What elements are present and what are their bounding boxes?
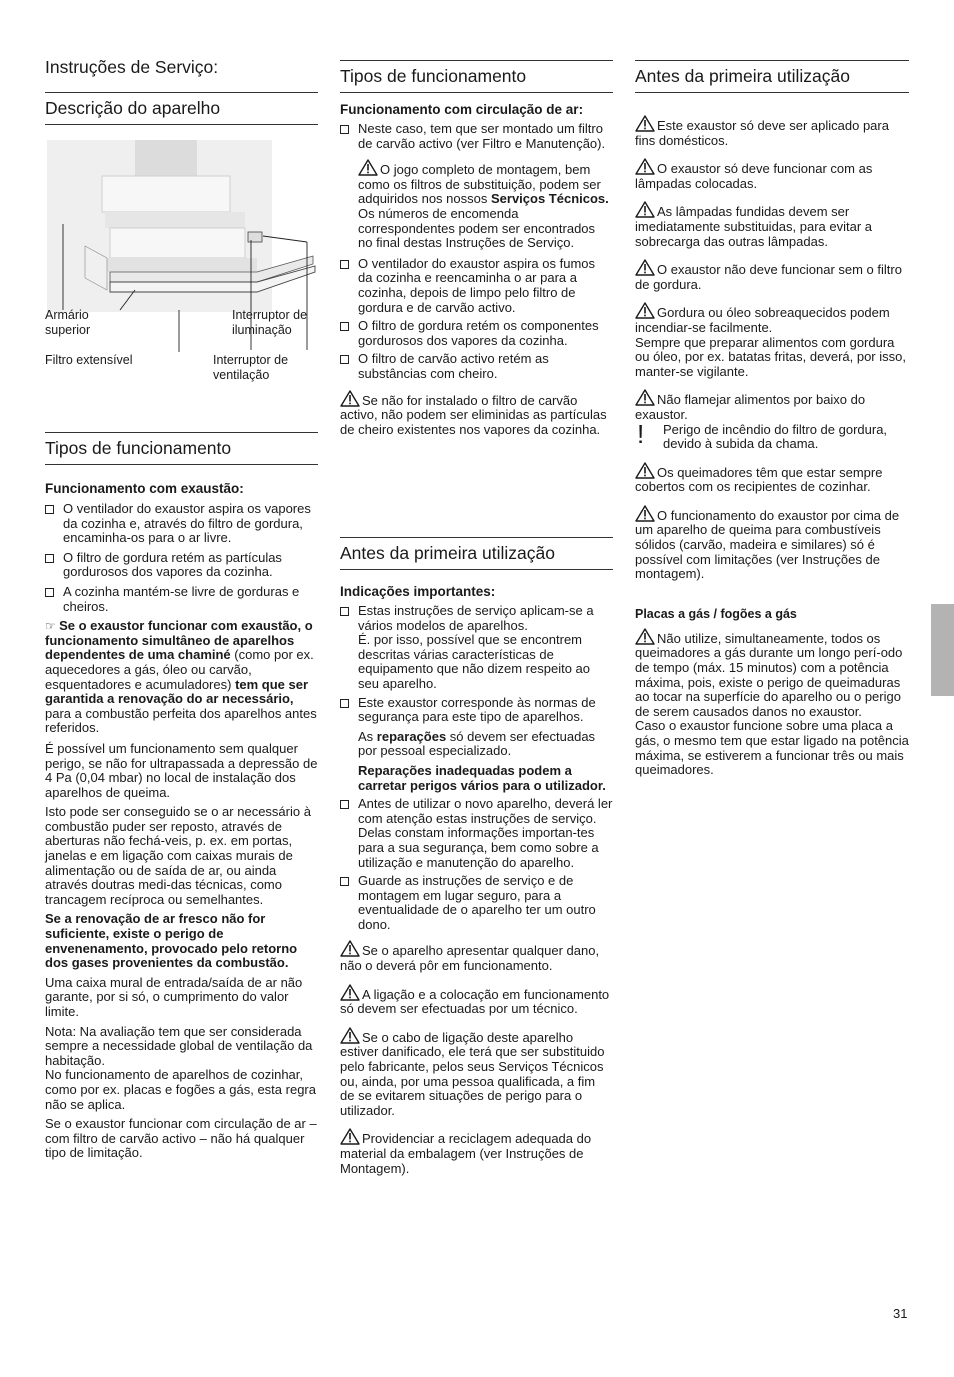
warning-icon [635,462,655,479]
list-item: O filtro de gordura retém as partículas gordurosos dos vapores da cozinha. [45,551,318,580]
divider [45,92,318,93]
list-item: Estas instruções de serviço aplicam-se a vários modelos de aparelhos. É. por isso, possível que se encontrem descritas várias características de equipamento que não dizem respeito ao seu aparelho. [340,604,613,692]
section-heading-description: Descrição do aparelho [45,98,221,118]
label-interruptor-ventilacao: Interruptor de ventilação [213,353,289,382]
warning-icon [635,115,655,132]
list-item: Neste caso, tem que ser montado um filtro de carvão activo (ver Filtro e Manutenção). [340,122,613,151]
warning-icon [635,505,655,522]
fire-danger-block: ! Perigo de incêndio do filtro de gordura, devido à subida da chama. [637,418,888,452]
divider [340,569,613,570]
list-item: Guarde as instruções de serviço e de montagem em lugar seguro, para a eventualidade de o aparelho ter um outro dono. [340,874,613,932]
divider [45,464,318,465]
divider [340,92,613,93]
divider [45,432,318,433]
warning-icon [340,940,360,957]
section-heading-tipos-2: Tipos de funcionamento [340,66,527,86]
warning-block: O exaustor não deve funcionar sem o filtro de gordura. [635,259,909,292]
divider [635,60,909,61]
chapter-tab [931,604,954,696]
label-armario-superior: Armário superior [45,308,91,337]
subheading-circulacao: Funcionamento com circulação de ar: [340,102,584,117]
warning-block: Este exaustor só deve ser aplicado para fins domésticos. [635,115,909,148]
page-number: 31 [893,1306,908,1321]
label-interruptor-iluminacao: Interruptor de iluminação [232,308,308,337]
paragraph: Isto pode ser conseguido se o ar necessário à combustão puder ser reposto, através de aberturas não fechá-veis, p. ex. em portas, janelas e em ligação com caixas murais de alimentação ou de saída de ar, ou ainda através doutras medi-das técnicas, como trancagem recíproca ou semelhantes. [45,804,311,907]
list-item: O ventilador do exaustor aspira os fumos da cozinha e reencaminha o ar para a cozinha, depois de limpo pelo filtro de gordura e de carvão activo. [340,257,613,315]
circulacao-block [340,102,613,437]
warning-block: O funcionamento do exaustor por cima de um aparelho de queima para combustíveis sólidos (carvão, madeira e similares) só é possível com limitações (ver Instruções de montagem). [635,505,909,582]
warning-block: A ligação e a colocação em funcionamento só devem ser efectuadas por um técnico. [340,984,613,1017]
list-item: A cozinha mantém-se livre de gorduras e cheiros. [45,585,318,614]
list-item: Antes de utilizar o novo aparelho, deverá ler com atenção estas instruções de serviço. Delas constam informações importan-tes para a sua segurança, bem como sobre a utilização e manutenção do aparelho. [340,797,613,870]
list-item: O filtro de carvão activo retém as substâncias com cheiro. [340,352,613,381]
warning-block: O jogo completo de montagem, bem como os filtros de substituição, podem ser adquiridos nos nossos Serviços Técnicos. Os números de encomenda correspondentes podem ser encontrados no final destas Instruções de Serviço. [340,159,613,251]
paragraph: É possível um funcionamento sem qualquer perigo, se não for ultrapassada a depressão de 4 Pa (0,04 mbar) no local de instalação dos aparelhos de queima. [45,740,318,800]
exclamation-icon: ! [637,418,645,449]
warning-icon [635,259,655,276]
section-heading-tipos: Tipos de funcionamento [45,438,232,458]
indicacoes-block [340,584,613,1176]
warning-icon [340,390,360,407]
divider [45,124,318,125]
warning-block: As lâmpadas fundidas devem ser imediatamente substituidas, para evitar a sobrecarga das outras lâmpadas. [635,201,909,249]
warning-block: Providenciar a reciclagem adequada do material da embalagem (ver Instruções de Montagem). [340,1128,613,1176]
subheading-exaustao: Funcionamento com exaustão: [45,481,244,496]
section-heading-antes-2: Antes da primeira utilização [635,66,850,86]
warning-block: Não utilize, simultaneamente, todos os queimadores a gás durante um longo perí-odo de tempo (máx. 15 minutos) com a potência máxima, pois, existe o perigo de queimaduras ao tocar na superfície do aparelho ou o perigo de serem causados danos no exaustor. Caso o exaustor funcione sobre uma placa a gás, o mesmo tem que estar ligado na potência máxima, se estiverem a funcionar três ou mais queimadores. [635,628,909,778]
safety-block [635,115,909,778]
paragraph-repairs: As reparações só devem ser efectuadas por pessoal especializado. [358,728,596,759]
divider [340,537,613,538]
list-item: Este exaustor corresponde às normas de segurança para este tipo de aparelhos. [340,696,613,725]
warning-icon [635,302,655,319]
exaustao-block [45,481,318,1161]
divider [340,60,613,61]
label-filtro-extensivel: Filtro extensível [45,353,133,367]
note-chimney: ☞ Se o exaustor funcionar com exaustão, o funcionamento simultâneo de aparelhos dependentes de uma chaminé (como por ex. aquecedores a gás, óleo ou carvão, esquentadores e acumuladores) tem que ser garantida a renovação do ar necessário, para a combustão perfeita dos aparelhos antes referidos. [45,618,317,736]
divider [635,92,909,93]
warning-block: Não flamejar alimentos por baixo do exaustor. [635,389,909,422]
warning-icon [635,158,655,175]
section-heading-antes: Antes da primeira utilização [340,543,555,563]
warning-icon [340,1027,360,1044]
warning-block: Se o aparelho apresentar qualquer dano, não o deverá pôr em funcionamento. [340,940,613,973]
warning-icon [340,1128,360,1145]
warning-icon [635,389,655,406]
hand-pointer-icon: ☞ [45,619,60,634]
warning-icon [635,628,655,645]
warning-block: Se o cabo de ligação deste aparelho estiver danificado, ele terá que ser substituido pelo fabricante, pelos seus Serviços Técnicos ou, ainda, por uma pessoa qualificada, a fim de se evitarem situações de perigo para o utilizador. [340,1027,613,1119]
list-item: O filtro de gordura retém os componentes gordurosos dos vapores da cozinha. [340,319,613,348]
paragraph-warning: Se a renovação de ar fresco não for suficiente, existe o perigo de envenenamento, provocado pelo retorno dos gases provenientes da combustão. [45,911,298,971]
subheading-gas: Placas a gás / fogões a gás [635,606,797,621]
list-item: O ventilador do exaustor aspira os vapores da cozinha e, através do filtro de gordura, encaminha-os para o ar livre. [45,502,318,546]
warning-icon [635,201,655,218]
warning-icon [340,984,360,1001]
page-title: Instruções de Serviço: [45,57,219,77]
warning-icon [358,159,378,176]
paragraph: Uma caixa mural de entrada/saída de ar não garante, por si só, o cumprimento do valor limite. [45,974,303,1019]
paragraph: Se o exaustor funcionar com circulação de ar – com filtro de carvão activo – não há qualquer tipo de limitação. [45,1116,317,1161]
paragraph-repairs-warning: Reparações inadequadas podem a carretar perigos vários para o utilizador. [358,762,606,793]
warning-block: Gordura ou óleo sobreaquecidos podem incendiar-se facilmente. Sempre que preparar alimentos com gordura ou óleo, por ex. batatas fritas, deverá, por isso, manter-se vigilante. [635,302,909,379]
subheading-indicacoes: Indicações importantes: [340,584,496,599]
paragraph-note: Nota: Na avaliação tem que ser considerada sempre a necessidade global de ventilação da habitação. No funcionamento de aparelhos de cozinhar, como por ex. placas e fogões a gás, esta regra não se aplica. [45,1023,316,1112]
warning-block: O exaustor só deve funcionar com as lâmpadas colocadas. [635,158,909,191]
warning-block: Os queimadores têm que estar sempre cobertos com os recipientes de cozinhar. [635,462,909,495]
warning-block: Se não for instalado o filtro de carvão activo, não podem ser eliminidas as partículas de cheiro existentes nos vapores da cozinha. [340,390,613,438]
